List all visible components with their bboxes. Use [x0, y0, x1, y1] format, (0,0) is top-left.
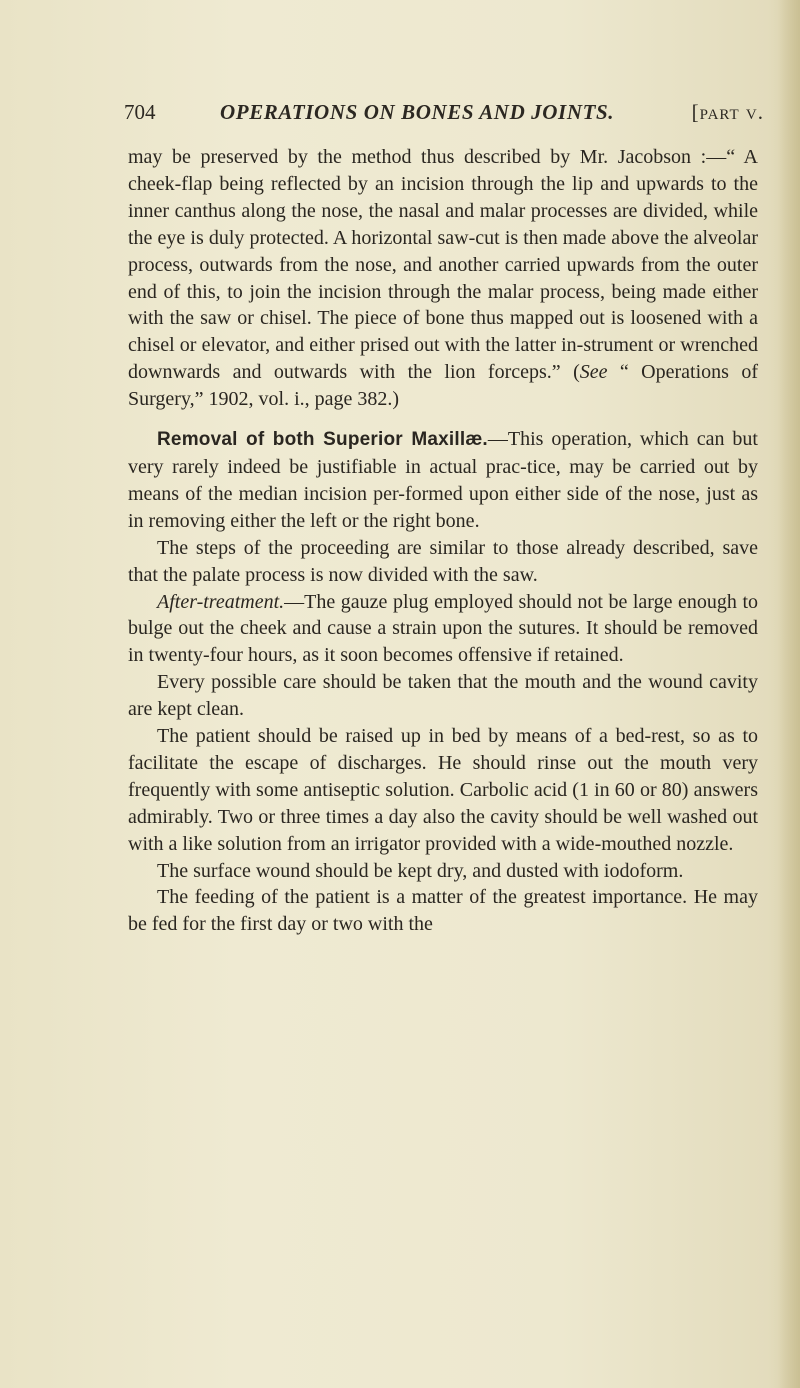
- page-edge-shadow: [778, 0, 800, 1388]
- section-heading-after-treatment: After-treatment.: [157, 590, 285, 613]
- paragraph-jacobson-quote: [128, 144, 758, 413]
- reference-source: “ Operations of Surgery,” 1902, vol. i., page 382.): [128, 361, 759, 411]
- paragraph-surface-wound: The surface wound should be kept dry, and dusted with iodoform.: [157, 859, 684, 882]
- reference-see: See: [579, 361, 608, 384]
- paragraph-removal: [128, 426, 758, 535]
- page-number: 704: [124, 100, 156, 124]
- after-treatment-text: —The gauze plug employed should not be large enough to bulge out the cheek and cause a strain upon the sutures. It should be removed in twenty-four hours, as it soon becomes offensive if retained.: [128, 590, 758, 667]
- body-text: [128, 144, 758, 938]
- part-label: [part v.: [691, 100, 764, 124]
- paragraph-care: Every possible care should be taken that the mouth and the wound cavity are kept clean.: [128, 671, 758, 721]
- paragraph-patient: The patient should be raised up in bed by means of a bed-rest, so as to facilitate the escape of discharges. He should rinse out the mouth very frequently with some antiseptic solution. Carbolic acid (1 in 60 or 80) answers admirably. Two or three times a day also the cavity should be well washed out with a like solution from an irrigator provided with a wide-mouthed nozzle.: [128, 725, 758, 855]
- paragraph-after-treatment: [128, 589, 758, 670]
- paragraph-steps: The steps of the proceeding are similar to those already described, save that the palate process is now divided with the saw.: [128, 536, 758, 586]
- reference-citation: (See “ Operations of Surgery,” 1902, vol. i., page 382.): [128, 361, 759, 411]
- paragraph-feeding: The feeding of the patient is a matter of the greatest importance. He may be fed for the first day or two with the: [128, 886, 758, 936]
- running-title: OPERATIONS ON BONES AND JOINTS.: [220, 100, 615, 124]
- section-heading-removal: Removal of both Superior Maxillæ.: [157, 429, 488, 451]
- running-header: [124, 100, 764, 130]
- removal-text: —This operation, which can but very rarely indeed be justifiable in actual prac-tice, may be carried out by means of the median incision per-formed upon either side of the nose, just as in removing either the left or the right bone.: [128, 428, 758, 532]
- jacobson-quote-text: may be preserved by the method thus described by Mr. Jacobson :—“ A cheek-flap being reflected by an incision through the lip and upwards to the inner canthus along the nose, the nasal and malar processes are divided, while the eye is duly protected. A horizontal saw-cut is then made above the alveolar process, outwards from the nose, and another carried upwards from the outer end of this, to join the incision through the malar process, being made either with the saw or chisel. The piece of bone thus mapped out is loosened with a chisel or elevator, and either prised out with the latter in-strument or wrenched downwards and outwards with the lion forceps.”: [128, 146, 758, 384]
